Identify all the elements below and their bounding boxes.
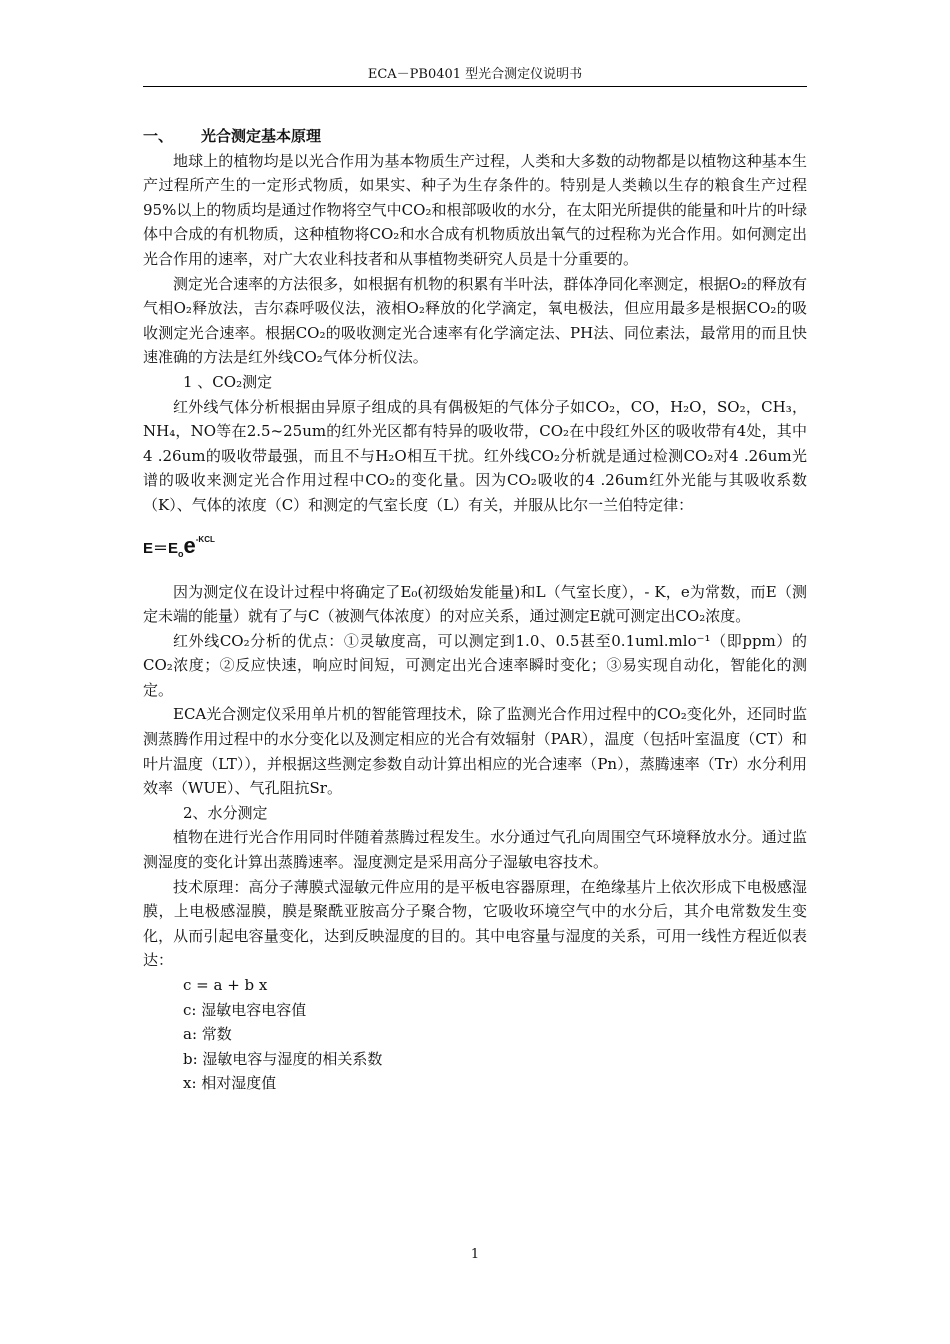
- beer-lambert-formula: [143, 528, 807, 566]
- definition-x: x: 相对湿度值: [183, 1074, 277, 1093]
- page-header: ECA－PB0401 型光合测定仪说明书: [367, 67, 583, 82]
- paragraph-2: 测定光合速率的方法很多，如根据有机物的积累有半叶法，群体净同化率测定，根据O₂的释放有气相O₂释放法，吉尔森呼吸仪法，液相O₂释放的化学滴定，氧电极法，但应用最多是根据CO₂的吸收测定光合速率。根据CO₂的吸收测定光合速率有化学滴定法、PH法、同位素法，最常用的而且快速准确的方法是红外线CO₂气体分析仪法。: [143, 274, 807, 367]
- subheading-co2: 1 、CO₂测定: [183, 372, 273, 391]
- paragraph-7: 植物在进行光合作用同时伴随着蒸腾过程发生。水分通过气孔向周围空气环境释放水分。通过监测湿度的变化计算出蒸腾速率。湿度测定是采用高分子湿敏电容技术。: [143, 828, 807, 872]
- definition-b: b: 湿敏电容与湿度的相关系数: [183, 1049, 383, 1068]
- page-number: 1: [470, 1247, 480, 1262]
- paragraph-6: ECA光合测定仪采用单片机的智能管理技术，除了监测光合作用过程中的CO₂变化外，还同时监测蒸腾作用过程中的水分变化以及测定相应的光合有效辐射（PAR），温度（包括叶室温度（CT）和叶片温度（LT）），并根据这些测定参数自动计算出相应的光合速率（Pn），蒸腾速率（Tr）水分利用效率（WUE）、气孔阻抗Sr。: [143, 705, 807, 798]
- section-number: 一、: [143, 127, 174, 145]
- header-rule: [143, 86, 807, 87]
- paragraph-4: 因为测定仪在设计过程中将确定了E₀(初级始发能量)和L（气室长度），- K，e为常数，而E（测定未端的能量）就有了与C（被测气体浓度）的对应关系，通过测定E就可测定出CO₂浓度。: [143, 582, 807, 626]
- formula-e: e: [183, 532, 196, 558]
- formula-left: E＝E: [143, 539, 179, 557]
- paragraph-3: 红外线气体分析根据由异原子组成的具有偶极矩的气体分子如CO₂，CO，H₂O，SO₂，CH₃，NH₄，NO等在2.5~25um的红外光区都有特异的吸收带，CO₂在中段红外区的吸收带有4处，其中4 .26um的吸收带最强，而且不与H₂O相互干扰。红外线CO₂分析就是通过检测CO₂对4 .26um光谱的吸收来测定光合作用过程中CO₂的变化量。因为CO₂吸收的4 .26um红外光能与其吸收系数（K）、气体的浓度（C）和测定的气室长度（L）有关，并服从比尔一兰伯特定律：: [143, 397, 807, 514]
- formula-subscript: o: [178, 548, 184, 559]
- section-title: 光合测定基本原理: [201, 127, 322, 145]
- paragraph-5: 红外线CO₂分析的优点：①灵敏度高，可以测定到1.0、0.5甚至0.1uml.mlo⁻¹（即ppm）的CO₂浓度；②反应快速，响应时间短，可测定出光合速率瞬时变化；③易实现自动化，智能化的测定。: [143, 631, 807, 699]
- document-body: [143, 124, 807, 1096]
- definition-c: c: 湿敏电容电容值: [183, 1000, 307, 1019]
- section-heading: [143, 124, 807, 149]
- definition-a: a: 常数: [183, 1025, 232, 1044]
- subheading-water: 2、水分测定: [183, 803, 268, 822]
- paragraph-8: 技术原理：高分子薄膜式湿敏元件应用的是平板电容器原理，在绝缘基片上依次形成下电极感湿膜，上电极感湿膜，膜是聚酰亚胺高分子聚合物，它吸收环境空气中的水分后，其介电常数发生变化，从而引起电容量变化，达到反映湿度的目的。其中电容量与湿度的关系，可用一线性方程近似表达：: [143, 877, 807, 970]
- formula-exponent: -KCL: [195, 534, 215, 544]
- paragraph-1: 地球上的植物均是以光合作用为基本物质生产过程，人类和大多数的动物都是以植物这种基本生产过程所产生的一定形式物质，如果实、种子为生存条件的。特别是人类赖以生存的粮食生产过程95%以上的物质均是通过作物将空气中CO₂和根部吸收的水分，在太阳光所提供的能量和叶片的叶绿体中合成的有机物质，这种植物将CO₂和水合成有机物质放出氧气的过程称为光合作用。如何测定出光合作用的速率，对广大农业科技者和从事植物类研究人员是十分重要的。: [143, 151, 807, 268]
- linear-equation: c = a + b x: [183, 976, 268, 994]
